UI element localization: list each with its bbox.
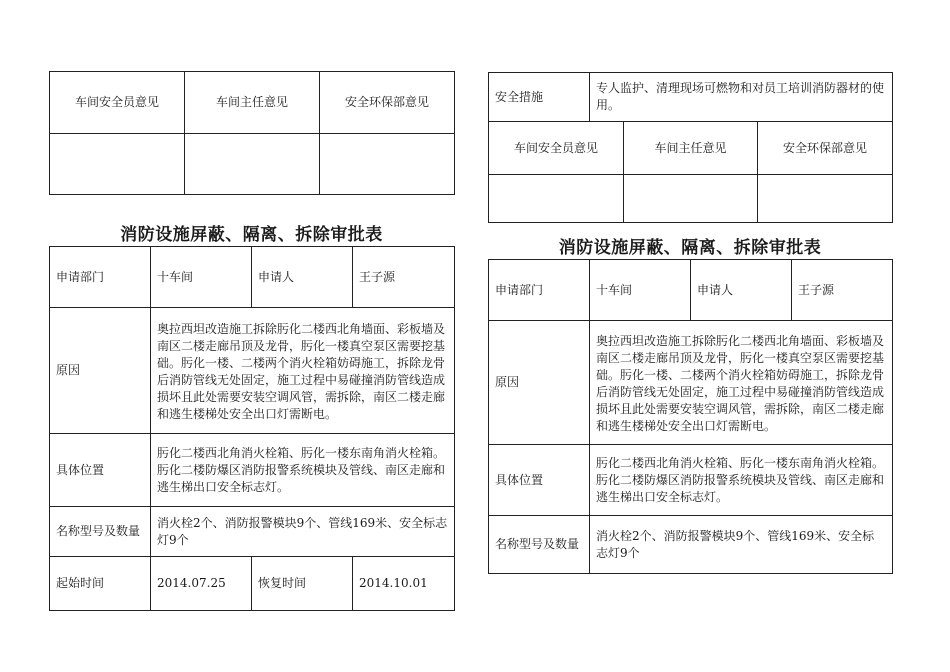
safety-env-dept-opinion-field[interactable] [758,175,893,223]
location-line-2: 肟化二楼防爆区消防报警系统模块及管线、南区走廊和逃生梯出口安全标志灯。 [157,462,446,494]
quantity-label: 名称型号及数量 [489,516,590,574]
location-line-2: 肟化二楼防爆区消防报警系统模块及管线、南区走廊和逃生梯出口安全标志灯。 [596,472,885,504]
left-approval-table [49,246,455,611]
location-line-1: 肟化二楼西北角消火栓箱、肟化一楼东南角消火栓箱。 [596,455,885,470]
workshop-director-opinion-field[interactable] [624,175,758,223]
safety-measures-label: 安全措施 [489,73,590,122]
restore-time-value: 2014.10.01 [353,557,455,611]
safety-env-dept-label: 安全环保部意见 [758,122,893,175]
left-opinion-table [49,71,455,195]
right-measures-table [488,72,893,223]
applicant-value: 王子源 [792,260,893,321]
safety-officer-opinion-field[interactable] [489,175,624,223]
safety-measures-value: 专人监护、清理现场可燃物和对员工培训消防器材的使用。 [590,73,893,122]
safety-officer-label: 车间安全员意见 [50,72,185,134]
restore-time-label: 恢复时间 [252,557,353,611]
applicant-label: 申请人 [691,260,792,321]
workshop-director-label: 车间主任意见 [185,72,320,134]
reason-value: 奥拉西坦改造施工拆除肟化二楼西北角墙面、彩板墙及南区二楼走廊吊顶及龙骨，肟化一楼真空泵区需要挖基础。肟化一楼、二楼两个消火栓箱妨碍施工，拆除龙骨后消防管线无处固定，施工过程中易碰撞消防管线造成损坏且此处需要安装空调风管，需拆除，南区二楼走廊和逃生楼梯处安全出口灯需断电。 [151,308,455,434]
reason-label: 原因 [489,321,590,445]
start-time-value: 2014.07.25 [151,557,252,611]
location-line-1: 肟化二楼西北角消火栓箱、肟化一楼东南角消火栓箱。 [157,445,446,460]
left-form-title: 消防设施屏蔽、隔离、拆除审批表 [120,225,383,245]
quantity-label: 名称型号及数量 [50,507,151,557]
department-label: 申请部门 [489,260,590,321]
location-label: 具体位置 [489,445,590,516]
department-label: 申请部门 [50,247,151,308]
location-value [590,445,893,516]
reason-label: 原因 [50,308,151,434]
reason-value: 奥拉西坦改造施工拆除肟化二楼西北角墙面、彩板墙及南区二楼走廊吊顶及龙骨，肟化一楼真空泵区需要挖基础。肟化一楼、二楼两个消火栓箱妨碍施工，拆除龙骨后消防管线无处固定，施工过程中易碰撞消防管线造成损坏且此处需要安装空调风管，需拆除，南区二楼走廊和逃生楼梯处安全出口灯需断电。 [590,321,893,445]
right-approval-table [488,259,893,574]
applicant-value: 王子源 [353,247,455,308]
safety-officer-opinion-field[interactable] [50,134,185,195]
location-label: 具体位置 [50,434,151,507]
applicant-label: 申请人 [252,247,353,308]
safety-officer-label: 车间安全员意见 [489,122,624,175]
safety-env-dept-label: 安全环保部意见 [320,72,455,134]
department-value: 十车间 [151,247,252,308]
workshop-director-opinion-field[interactable] [185,134,320,195]
quantity-value: 消火栓2个、消防报警模块9个、管线169米、安全标志灯9个 [590,516,893,574]
workshop-director-label: 车间主任意见 [624,122,758,175]
start-time-label: 起始时间 [50,557,151,611]
department-value: 十车间 [590,260,691,321]
location-value [151,434,455,507]
quantity-value: 消火栓2个、消防报警模块9个、管线169米、安全标志灯9个 [151,507,455,557]
safety-env-dept-opinion-field[interactable] [320,134,455,195]
right-form-title: 消防设施屏蔽、隔离、拆除审批表 [558,238,822,258]
